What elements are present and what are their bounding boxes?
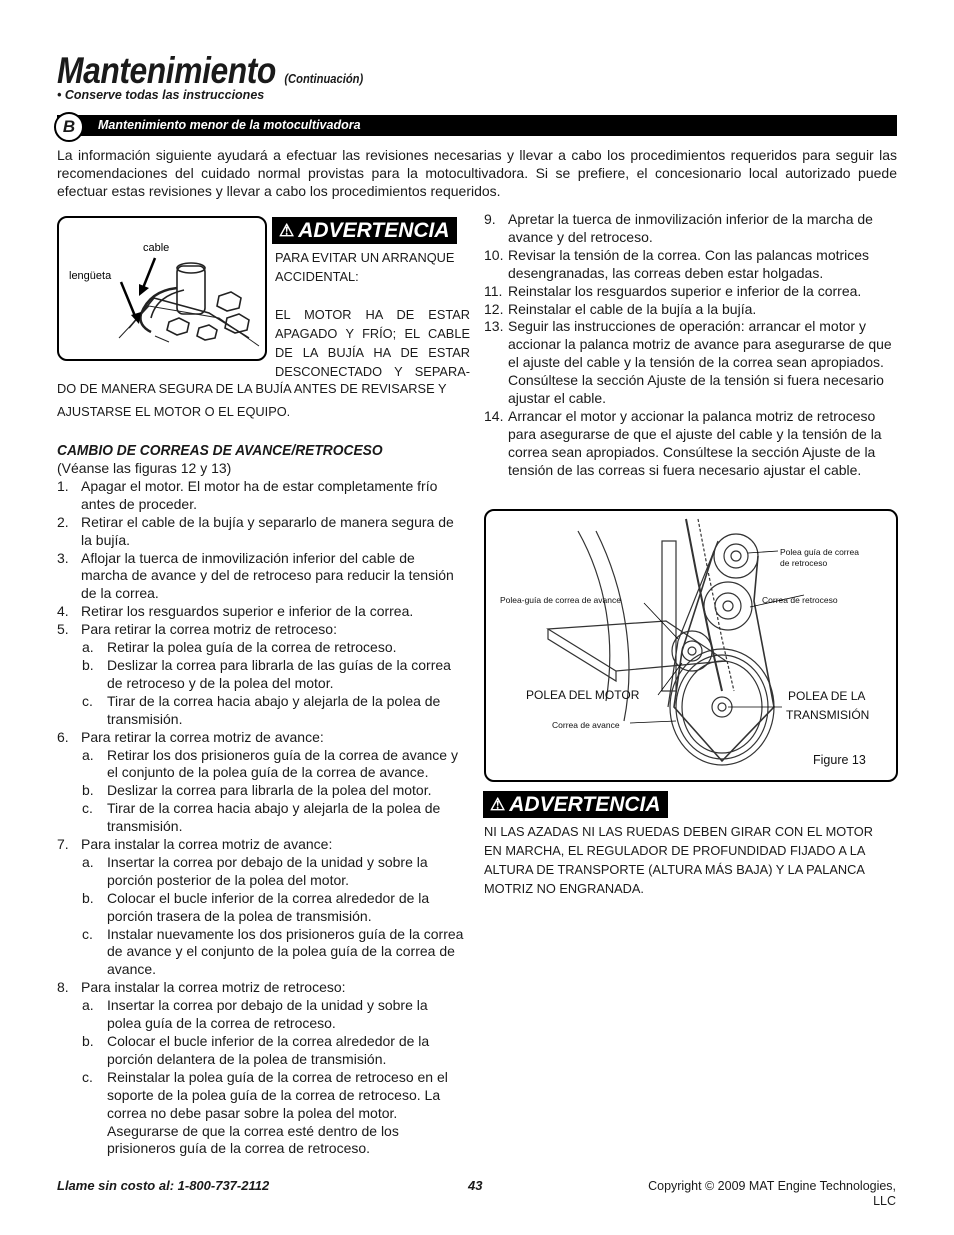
list-item: 5. Para retirar la correa motriz de retroceso: xyxy=(57,621,337,638)
warning-1-line: EL MOTOR HA DE ESTAR xyxy=(275,307,470,322)
sub-list-item: a. Insertar la correa por debajo de la unidad y sobre la polea guía de la correa de retroceso. xyxy=(82,997,428,1032)
warning-2-line: EN MARCHA, EL REGULADOR DE PROFUNDIDAD FIJADO A LA xyxy=(484,843,866,858)
footer-copyright: Copyright © 2009 MAT Engine Technologies, LLC xyxy=(648,1178,896,1208)
sub-list-item: a. Retirar la polea guía de la correa de retroceso. xyxy=(82,639,397,656)
warning-2-line: ALTURA DE TRANSPORTE (ALTURA MÁS BAJA) Y LA PALANCA xyxy=(484,862,865,877)
warning-2-line: NI LAS AZADAS NI LAS RUEDAS DEBEN GIRAR CON EL MOTOR xyxy=(484,824,873,839)
sub-list-item: b. Colocar el bucle inferior de la correa alrededor de la porción delantera de la polea de transmisión. xyxy=(82,1033,430,1067)
fig13-rev-belt-label: Correa de retroceso xyxy=(762,595,838,605)
title-text: Mantenimiento xyxy=(57,50,276,91)
fig13-rev-idler-label-2: de retroceso xyxy=(780,558,828,568)
sub-list-item: c. Tirar de la correa hacia abajo y alejarla de la polea de transmisión. xyxy=(82,800,441,835)
keep-instructions-note: • Conserve todas las instrucciones xyxy=(57,88,265,102)
warning-label: ADVERTENCIA xyxy=(298,219,450,242)
warning-triangle-icon: ⚠ xyxy=(490,795,506,814)
intro-paragraph: La información siguiente ayudará a efectuar las revisiones necesarias y llevar a cabo los procedimientos requeridos para seguir las recomendaciones del cuidado normal provistas para la motocultivadora. Si se prefiere, el concesionario local autorizado puede efectuar estas revisiones y llevar a cabo los procedimientos requeridos. xyxy=(57,147,897,199)
fig13-trans-pulley-label-1: POLEA DE LA xyxy=(788,689,866,703)
list-item: 2. Retirar el cable de la bujía y separarlo de manera segura de la bujía. xyxy=(57,513,454,548)
list-item: 3. Aflojar la tuerca de inmovilización inferior del cable de marcha de avance y del de retroceso para reducir la tensión de la correa. xyxy=(57,549,454,602)
figure-13 xyxy=(484,509,898,782)
sub-list-item: c. Instalar nuevamente los dos prisioneros guía de la correa de avance y el conjunto de la polea guía de la correa de avance. xyxy=(82,925,464,978)
list-item: 11. Reinstalar los resguardos superior e inferior de la correa. xyxy=(484,282,862,299)
footer-phone: Llame sin costo al: 1-800-737-2112 xyxy=(57,1178,270,1193)
sub-list-item: a. Retirar los dos prisioneros guía de la correa de avance y el conjunto de la polea guía de la correa de avance. xyxy=(82,746,458,781)
fig12-tab-label: lengüeta xyxy=(69,270,112,282)
warning-1-text xyxy=(275,248,470,381)
warning-label: ADVERTENCIA xyxy=(509,793,661,816)
sub-list-item: b. Deslizar la correa para librarla de la polea del motor. xyxy=(82,782,432,799)
section-bar xyxy=(57,115,897,136)
warning-1-line: PARA EVITAR UN ARRANQUE xyxy=(275,250,455,265)
warning-1-text-cont xyxy=(57,379,470,421)
fig12-cable-label: cable xyxy=(143,242,170,254)
belt-pulley-illustration xyxy=(486,511,896,780)
sub-list-item: c. Tirar de la correa hacia abajo y alejarla de la polea de transmisión. xyxy=(82,692,441,727)
warning-1-line: ACCIDENTAL: xyxy=(275,269,359,284)
sub-list-item: c. Reinstalar la polea guía de la correa de retroceso en el soporte de la polea guía de la correa de retroceso. La correa no debe pasar sobre la polea del motor. Asegurarse de que la correa esté dentro de los prisioneros guía de la correa de retroceso. xyxy=(82,1068,448,1157)
procedure-right-column xyxy=(484,211,896,480)
warning-1-line: AJUSTARSE EL MOTOR O EL EQUIPO. xyxy=(57,404,291,419)
warning-1-line: DE LA BUJÍA HA DE ESTAR xyxy=(275,345,470,360)
sub-list-item: a. Insertar la correa por debajo de la unidad y sobre la porción posterior de la polea del motor. xyxy=(82,853,428,888)
fig13-fwd-idler-label: Polea-guía de correa de avance xyxy=(500,595,621,605)
fig13-motor-pulley-label: POLEA DEL MOTOR xyxy=(526,688,640,702)
list-item: 9. Apretar la tuerca de inmovilización inferior de la marcha de avance y del retroceso. xyxy=(484,211,873,245)
list-item: 4. Retirar los resguardos superior e inferior de la correa. xyxy=(57,603,414,620)
warning-1-line: DO DE MANERA SEGURA DE LA BUJÍA ANTES DE REVISARSE Y xyxy=(57,381,447,396)
list-item: 6. Para retirar la correa motriz de avance: xyxy=(57,728,324,745)
warning-badge-2 xyxy=(483,791,668,818)
warning-badge-1 xyxy=(272,217,457,244)
list-item: 8. Para instalar la correa motriz de retroceso: xyxy=(57,979,346,996)
spark-plug-figure xyxy=(57,216,267,361)
figure-13-caption: Figure 13 xyxy=(813,753,866,767)
warning-2-line: MOTRIZ NO ENGRANADA. xyxy=(484,881,644,896)
warning-1-line: APAGADO Y FRÍO; EL CABLE xyxy=(275,326,470,341)
warning-1-line: DESCONECTADO Y SEPARA- xyxy=(275,364,470,379)
list-item: 12. Reinstalar el cable de la bujía a la bujía. xyxy=(484,300,757,317)
procedure-left-column xyxy=(57,460,465,1158)
section-title: Mantenimiento menor de la motocultivadora xyxy=(98,118,361,132)
page-title xyxy=(57,50,363,92)
fig13-trans-pulley-label-2: TRANSMISIÓN xyxy=(786,708,870,722)
sub-list-item: b. Colocar el bucle inferior de la correa alrededor de la porción trasera de la polea de transmisión. xyxy=(82,889,430,924)
warning-2-text xyxy=(484,822,896,898)
fig13-rev-idler-label: Polea guía de correa xyxy=(780,547,859,557)
warning-triangle-icon: ⚠ xyxy=(279,221,295,240)
see-figures-note: (Véanse las figuras 12 y 13) xyxy=(57,460,232,476)
list-item: 7. Para instalar la correa motriz de avance: xyxy=(57,836,333,853)
sub-list-item: b. Deslizar la correa para librarla de las guías de la correa de retroceso y de la polea del motor. xyxy=(82,656,451,691)
title-continuation: (Continuación) xyxy=(284,71,364,86)
section-letter: B xyxy=(54,112,84,142)
page-number: 43 xyxy=(468,1178,483,1193)
list-item: 1. Apagar el motor. El motor ha de estar completamente frío antes de proceder. xyxy=(57,477,438,512)
belts-heading: CAMBIO DE CORREAS DE AVANCE/RETROCESO xyxy=(57,442,383,459)
list-item: 13. Seguir las instrucciones de operación: arrancar el motor y accionar la palanca motriz de avance para asegurarse de que el ajuste del cable y la tensión de la correa sean apropiados. Consúltese la sección Ajuste de la tensión si fuera necesario ajustar el cable. xyxy=(484,318,892,407)
fig13-fwd-belt-label: Correa de avance xyxy=(552,720,620,730)
spark-plug-illustration xyxy=(59,218,265,359)
list-item: 14. Arrancar el motor y accionar la palanca motriz de retroceso para asegurarse de que el ajuste del cable y la tensión de la correa sean apropiados. Consúltese la sección Ajuste de la tensión de las correas si fuera necesario ajustar el cable. xyxy=(484,407,882,478)
list-item: 10. Revisar la tensión de la correa. Con las palancas motrices desengranadas, las correas deben estar holgadas. xyxy=(484,246,870,281)
